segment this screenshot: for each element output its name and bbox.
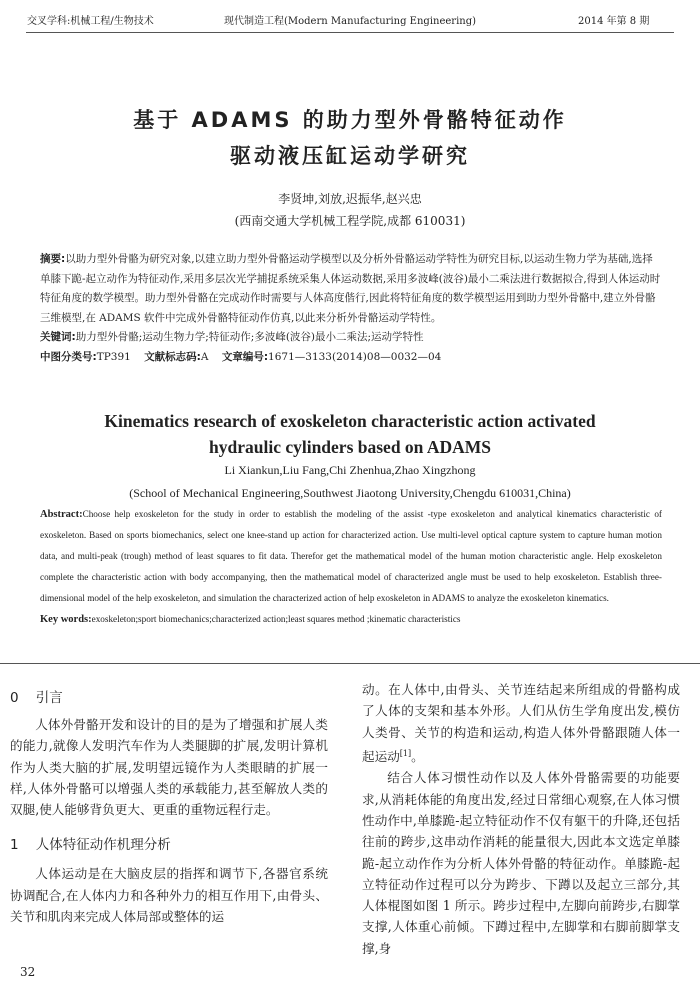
right-column bbox=[362, 679, 680, 959]
section-1-paragraph: 人体运动是在大脑皮层的指挥和调节下,各器官系统协调配合,在人体内力和各种外力的相互作用下,由骨头、关节和肌肉来完成人体局部或整体的运 bbox=[10, 866, 328, 925]
section-0-heading bbox=[10, 686, 328, 706]
clc-label: 中图分类号: bbox=[40, 350, 97, 363]
abstract-cn-text: 以助力型外骨骼为研究对象,以建立助力型外骨骼运动学模型以及分析外骨骼运动学特性为研究目标,以运动生物力学为基础,选择单膝下跪-起立动作为特征动作,采用多层次光学捕捉系统采集人体运动数据,采用多波峰(波谷)最小二乘法进行数据拟合,得到人体运动时特征角度的数学模型。助力型外骨骼在完成动作时需要与人体高度偕行,因此将特征角度的数学模型运用到助力型外骨骼中,建立外骨骼三维模型,在 ADAMS 软件中完成外骨骼特征动作仿真,以此来分析外骨骼运动学特性。 bbox=[40, 253, 661, 324]
section-0-number: 0 bbox=[10, 690, 19, 706]
abstract-en bbox=[40, 504, 662, 630]
abstract-cn-label: 摘要: bbox=[40, 253, 66, 265]
keywords-en: exoskeleton;sport biomechanics;characterized action;least squares method ;kinematic characteristics bbox=[91, 614, 461, 624]
title-cn-line1: 基于 ADAMS 的助力型外骨骼特征动作 bbox=[133, 108, 567, 132]
section-1-number: 1 bbox=[10, 837, 19, 854]
right-paragraph-1-end: 。 bbox=[411, 749, 424, 765]
page-number: 32 bbox=[20, 965, 36, 979]
section-0-body bbox=[10, 714, 328, 820]
citation-1[interactable]: [1] bbox=[399, 748, 412, 758]
article-no-value: 1671—3133(2014)08—0032—04 bbox=[268, 350, 442, 363]
affiliation-en: (School of Mechanical Engineering,Southwest Jiaotong University,Chengdu 610031,China) bbox=[129, 486, 571, 500]
abstract-en-label: Abstract: bbox=[40, 509, 83, 520]
affiliation-cn: (西南交通大学机械工程学院,成都 610031) bbox=[234, 214, 466, 228]
keywords-cn: 助力型外骨骼;运动生物力学;特征动作;多波峰(波谷)最小二乘法;运动学特性 bbox=[75, 331, 424, 343]
section-1-title: 人体特征动作机理分析 bbox=[35, 837, 171, 854]
right-paragraph-1 bbox=[362, 679, 680, 767]
header-center: 现代制造工程(Modern Manufacturing Engineering) bbox=[224, 16, 477, 27]
keywords-cn-label: 关键词: bbox=[40, 331, 76, 343]
title-en-line1: Kinematics research of exoskeleton characteristic action activated bbox=[104, 411, 596, 431]
section-1-body bbox=[10, 863, 328, 927]
right-paragraph-1-text: 动。在人体中,由骨头、关节连结起来所组成的骨骼构成了人体的支架和基本外形。人们从仿生学角度出发,模仿人类骨、关节的构造和运动,构造人体外骨骼跟随人体一起运动 bbox=[362, 682, 680, 765]
article-no-label: 文章编号: bbox=[221, 350, 269, 363]
clc-value: TP391 bbox=[96, 350, 131, 363]
authors-en: Li Xiankun,Liu Fang,Chi Zhenhua,Zhao Xingzhong bbox=[224, 463, 476, 477]
left-column bbox=[10, 686, 328, 927]
header-rule bbox=[26, 32, 674, 33]
section-0-title: 引言 bbox=[35, 690, 63, 706]
section-1-heading bbox=[10, 833, 328, 853]
title-en-line2: hydraulic cylinders based on ADAMS bbox=[209, 437, 491, 457]
abstract-en-text: Choose help exoskeleton for the study in order to establish the modeling of the assist -type exoskeleton and analytical kinematics characteristic of exoskeleton. Based on sports biomechanics, select one knee-stand up action for characterized action. Use multi-level optical capture system to capture human motion data, and multi-peak (trough) method of least squares to fit data. Therefor get the mathematical model of the human motion characteristic angle. Help exoskeleton complete the characteristic action with body accompanying, then the mathematical model of characterized angle must be used to help exoskeleton. Establish three-dimensional model of the help exoskeleton, and simulation the characterized action of help exoskeleton in ADAMS to analyze the exoskeleton kinematics. bbox=[40, 509, 662, 603]
authors-cn: 李贤坤,刘放,迟振华,赵兴忠 bbox=[278, 192, 422, 206]
header-left: 交叉学科:机械工程/生物技术 bbox=[27, 16, 154, 27]
abstract-cn bbox=[40, 250, 662, 367]
section-0-paragraph: 人体外骨骼开发和设计的目的是为了增强和扩展人类的能力,就像人发明汽车作为人类腿脚的扩展,发明计算机作为人类大脑的扩展,发明望远镜作为人类眼睛的扩展一样,人体外骨骼可以增强人类的承载能力,甚至解放人类的双腿,使人能够背负更大、更重的重物远程行走。 bbox=[10, 717, 328, 818]
abstract-rule bbox=[0, 663, 700, 664]
doc-code-value: A bbox=[200, 350, 209, 363]
keywords-en-label: Key words: bbox=[40, 614, 92, 625]
doc-code-label: 文献标志码: bbox=[144, 350, 201, 363]
right-paragraph-2: 结合人体习惯性动作以及人体外骨骼需要的功能要求,从消耗体能的角度出发,经过日常细心观察,在人体习惯性动作中,单膝跪-起立特征动作不仅有躯干的升降,还包括往前的跨步,这串动作消耗的能量很大,因此本文选定单膝跪-起立动作作为分析人体外骨骼的特征动作。单膝跪-起立特征动作过程可以分为跨步、下蹲以及起立三部分,其人体棍图如图 1 所示。跨步过程中,左脚向前跨步,右脚掌支撑,人体重心前倾。下蹲过程中,左脚掌和右脚前脚掌支撑,身 bbox=[362, 770, 680, 956]
title-cn-line2: 驱动液压缸运动学研究 bbox=[230, 144, 470, 168]
header-right: 2014 年第 8 期 bbox=[578, 16, 650, 27]
